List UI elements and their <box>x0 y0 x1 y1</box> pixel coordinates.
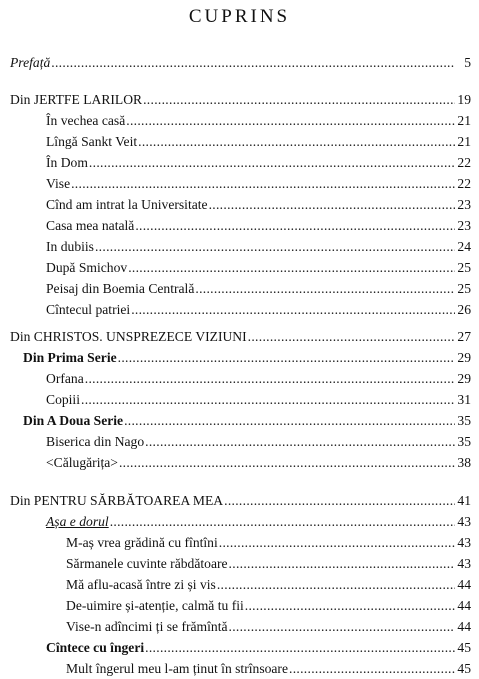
toc-entry-title: De-uimire și-atenție, calmă tu fii <box>66 598 244 613</box>
toc-entry <box>10 490 471 510</box>
dot-leader <box>126 112 455 130</box>
toc-entry-page: 24 <box>457 239 471 254</box>
dot-leader <box>71 175 455 193</box>
toc-entry-title: În Dom <box>46 155 88 170</box>
toc-entry-title: Din Prima Serie <box>23 350 117 365</box>
toc-entry-page: 23 <box>457 218 471 233</box>
toc-entry-title: Din JERTFE LARILOR <box>10 92 143 107</box>
dot-leader <box>289 660 455 678</box>
toc-entry-title: După Smichov <box>46 260 128 275</box>
toc-entry <box>66 595 471 615</box>
toc-entry-page: 23 <box>457 197 471 212</box>
toc-entry-title: Casa mea natală <box>46 218 135 233</box>
dot-leader <box>128 259 455 277</box>
dot-leader <box>217 576 455 594</box>
toc-entry-title: Așa e dorul <box>46 514 109 529</box>
toc-entry-page: 21 <box>457 113 471 128</box>
dot-leader <box>145 639 455 657</box>
toc-entry-title: Din A Doua Serie <box>23 413 124 428</box>
dot-leader <box>245 597 455 615</box>
toc-entry-page: 35 <box>457 434 471 449</box>
page-title: CUPRINS <box>188 6 291 27</box>
toc-entry <box>10 89 471 109</box>
toc-entry <box>66 574 471 594</box>
toc-entry <box>46 368 471 388</box>
toc-entry-page: 25 <box>457 281 471 296</box>
toc-entry <box>46 173 471 193</box>
dot-leader <box>195 280 455 298</box>
toc-entry-title: Peisaj din Boemia Centrală <box>46 281 195 296</box>
toc-entry-page: 38 <box>457 455 471 470</box>
dot-leader <box>89 154 455 172</box>
toc-entry-title: Cîntecul patriei <box>46 302 131 317</box>
toc-entry <box>66 658 471 678</box>
dot-leader <box>219 534 455 552</box>
toc-entry-page: 44 <box>457 577 471 592</box>
toc-entry-title: Din PENTRU SĂRBĂTOAREA MEA <box>10 493 224 508</box>
toc-entry-page: 29 <box>457 350 471 365</box>
dot-leader <box>118 349 455 367</box>
toc-entry-title: <Călugărița> <box>46 455 118 470</box>
toc-entry <box>10 52 471 72</box>
toc-entry-page: 43 <box>457 535 471 550</box>
toc-entry-title: Mă aflu-acasă între zi și vis <box>66 577 216 592</box>
toc-entry <box>46 215 471 235</box>
toc-entry <box>66 616 471 636</box>
toc-entry-page: 29 <box>457 371 471 386</box>
toc-entry <box>46 637 471 657</box>
toc-entry <box>46 299 471 319</box>
toc-entry-page: 25 <box>457 260 471 275</box>
dot-leader <box>248 328 455 346</box>
dot-leader <box>85 370 455 388</box>
toc-entry-page: 43 <box>457 556 471 571</box>
toc-entry-title: Lîngă Sankt Veit <box>46 134 138 149</box>
toc-entry-page: 45 <box>457 640 471 655</box>
dot-leader <box>229 618 455 636</box>
dot-leader <box>143 91 455 109</box>
toc-entry-page: 41 <box>457 493 471 508</box>
toc-entry-title: Prefață <box>10 55 51 70</box>
dot-leader <box>131 301 455 319</box>
toc-entry-title: Vise-n adîncimi ți se frămîntă <box>66 619 228 634</box>
toc-entry-page: 22 <box>457 155 471 170</box>
dot-leader <box>229 555 455 573</box>
toc-entry-title: Cînd am intrat la Universitate <box>46 197 208 212</box>
dot-leader <box>145 433 455 451</box>
toc-entry-title: M-aș vrea grădină cu fîntîni <box>66 535 218 550</box>
toc-entry <box>46 431 471 451</box>
toc-entry <box>66 553 471 573</box>
toc-entry-title: Mult îngerul meu l-am ținut în strînsoare <box>66 661 288 676</box>
toc-entry-page: 31 <box>457 392 471 407</box>
toc-entry-page: 26 <box>457 302 471 317</box>
toc-entry-page: 44 <box>457 619 471 634</box>
toc-entry-page: 21 <box>457 134 471 149</box>
toc-entry <box>46 452 471 472</box>
toc-entry-title: Orfana <box>46 371 84 386</box>
toc-entry-title: Copiii <box>46 392 80 407</box>
toc-entry-title: Din CHRISTOS. UNSPREZECE VIZIUNI <box>10 329 247 344</box>
toc-entry <box>23 410 471 430</box>
dot-leader <box>124 412 455 430</box>
toc-entry-title: Cîntece cu îngeri <box>46 640 145 655</box>
toc-entry-title: In dubiis <box>46 239 94 254</box>
toc-entry-title: Biserica din Nago <box>46 434 145 449</box>
toc-entry-page: 44 <box>457 598 471 613</box>
toc-entry-page: 19 <box>457 92 471 107</box>
dot-leader <box>119 454 455 472</box>
toc-entry <box>10 326 471 346</box>
dot-leader <box>95 238 455 256</box>
toc-entry-page: 43 <box>457 514 471 529</box>
toc-entry-page: 22 <box>457 176 471 191</box>
dot-leader <box>224 492 455 510</box>
toc-entry <box>46 278 471 298</box>
dot-leader <box>110 513 455 531</box>
toc-entry-title: Sărmanele cuvinte răbdătoare <box>66 556 228 571</box>
toc-entry <box>46 236 471 256</box>
toc-entry-title: Vise <box>46 176 71 191</box>
dot-leader <box>81 391 455 409</box>
toc-entry <box>46 152 471 172</box>
toc-entry <box>46 389 471 409</box>
toc-entry-page: 27 <box>457 329 471 344</box>
dot-leader <box>135 217 455 235</box>
dot-leader <box>51 54 455 72</box>
dot-leader <box>138 133 455 151</box>
toc-entry <box>46 257 471 277</box>
toc-entry-title: În vechea casă <box>46 113 126 128</box>
toc-entry <box>46 194 471 214</box>
toc-entry <box>46 511 471 531</box>
toc-entry <box>46 110 471 130</box>
dot-leader <box>209 196 455 214</box>
toc-entry <box>23 347 471 367</box>
toc-entry-page: 45 <box>457 661 471 676</box>
toc-entry <box>66 532 471 552</box>
toc-entry <box>46 131 471 151</box>
toc-entry-page: 35 <box>457 413 471 428</box>
toc-entry-page: 5 <box>464 55 471 70</box>
